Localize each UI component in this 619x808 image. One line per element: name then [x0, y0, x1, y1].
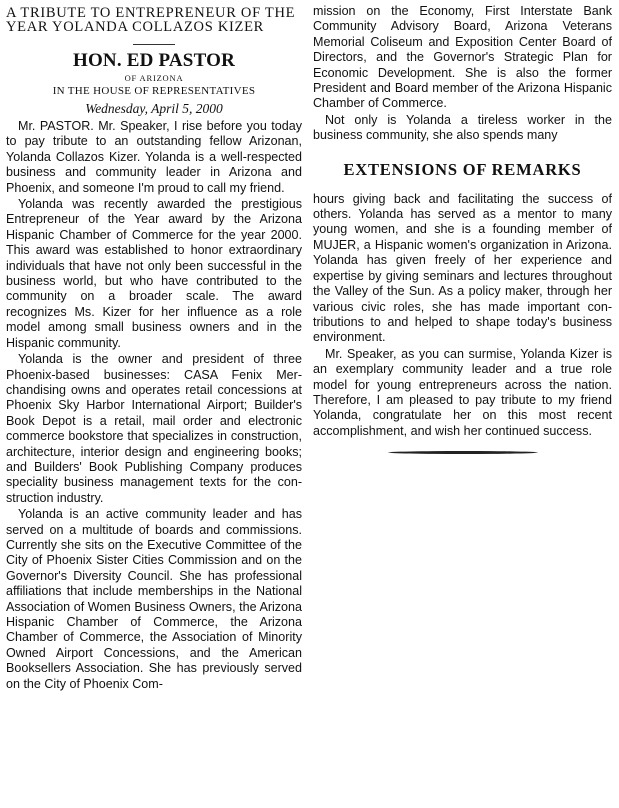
paragraph-4: Yolanda is an active community leader and has served on a multitude of boards and commissions. Currently she sits on the Executive Committee of the City of Phoenix Sister Cities Commission and on the Governor's Diversity Council. She has professional affiliations that include memberships in the National Association of Women Business Owners, the Arizona Hispanic Chamber of Commerce, the Arizona Chamber of Commerce, the Association of Minority Owned Airport Concessions, and the American Booksellers Association. She has previously served on the City of Phoenix Com-	[6, 507, 302, 691]
chamber-line: IN THE HOUSE OF REPRESENTATIVES	[52, 85, 256, 97]
paragraph-3: Yolanda is the owner and president of three Phoenix-based businesses: CASA Fenix Merchandising owns and operates retail concessions at Phoenix Sky Harbor International Airport; Builder's Book Depot is a retail, mail order and electronic commerce bookstore that specializes in construction, architecture, interior design and engineering books; and Builders' Book Publishing Company produces speciality business management texts for the construction industry.	[6, 352, 302, 505]
left-column	[6, 4, 302, 692]
paragraph-6: Mr. Speaker, as you can surmise, Yolanda Kizer is an exemplary community leader and a true role model for young entrepreneurs across the nation. Therefore, I am pleased to pay tribute to my friend Yolanda, congratulate her on this most recent accomplishment, and wish her continued success.	[313, 346, 612, 438]
article-title: A TRIBUTE TO ENTREPRENEUR OF THE YEAR YOLANDA COLLAZOS KIZER	[6, 5, 296, 35]
speaker-name: HON. ED PASTOR	[72, 50, 236, 71]
section-banner: EXTENSIONS OF REMARKS	[343, 159, 582, 179]
title-divider	[133, 44, 175, 45]
end-of-article-rule	[388, 451, 538, 454]
right-column	[313, 4, 612, 454]
paragraph-4-continued: mission on the Economy, First Interstate Bank Community Advisory Board, Arizona Veterans Memorial Coliseum and Exposition Center Board of Directors, and the Governor's Strategic Plan for Economic Development. She is also the former President and Board member of the Arizona Hispanic Chamber of Commerce.	[313, 4, 612, 111]
paragraph-5: Not only is Yolanda a tireless worker in the business community, she also spends many	[313, 112, 612, 143]
paragraph-1: Mr. PASTOR. Mr. Speaker, I rise before you today to pay tribute to an outstanding fellow Arizonan, Yolanda Collazos Kizer. Yolanda is a well-respected business and community leader in Arizona and Phoenix, and someone I'm proud to call my friend.	[6, 119, 302, 195]
paragraph-5-continued: hours giving back and facilitating the success of others. Yolanda has served as a mentor to many young women, and she is a founding member of MUJER, a Hispanic women's organization in Arizona. Yolanda has given freely of her experience and expertise by giving seminars and lectures throughout the Valley of the Sun. As a policy maker, through her various civic roles, she has made important contributions to and helped to shape today's business environment.	[313, 191, 612, 345]
session-date: Wednesday, April 5, 2000	[85, 101, 223, 116]
speaker-state: OF ARIZONA	[124, 73, 184, 83]
paragraph-2: Yolanda was recently awarded the prestigious Entrepreneur of the Year award by the Arizona Hispanic Chamber of Commerce for the year 2000. This award was established to honor extraordinary individuals that have not only been successful in the business world, but who have contributed to the community on a broader scale. The award recognizes Ms. Kizer for her influence as a role model among small business owners and in the Hispanic community.	[6, 197, 302, 350]
